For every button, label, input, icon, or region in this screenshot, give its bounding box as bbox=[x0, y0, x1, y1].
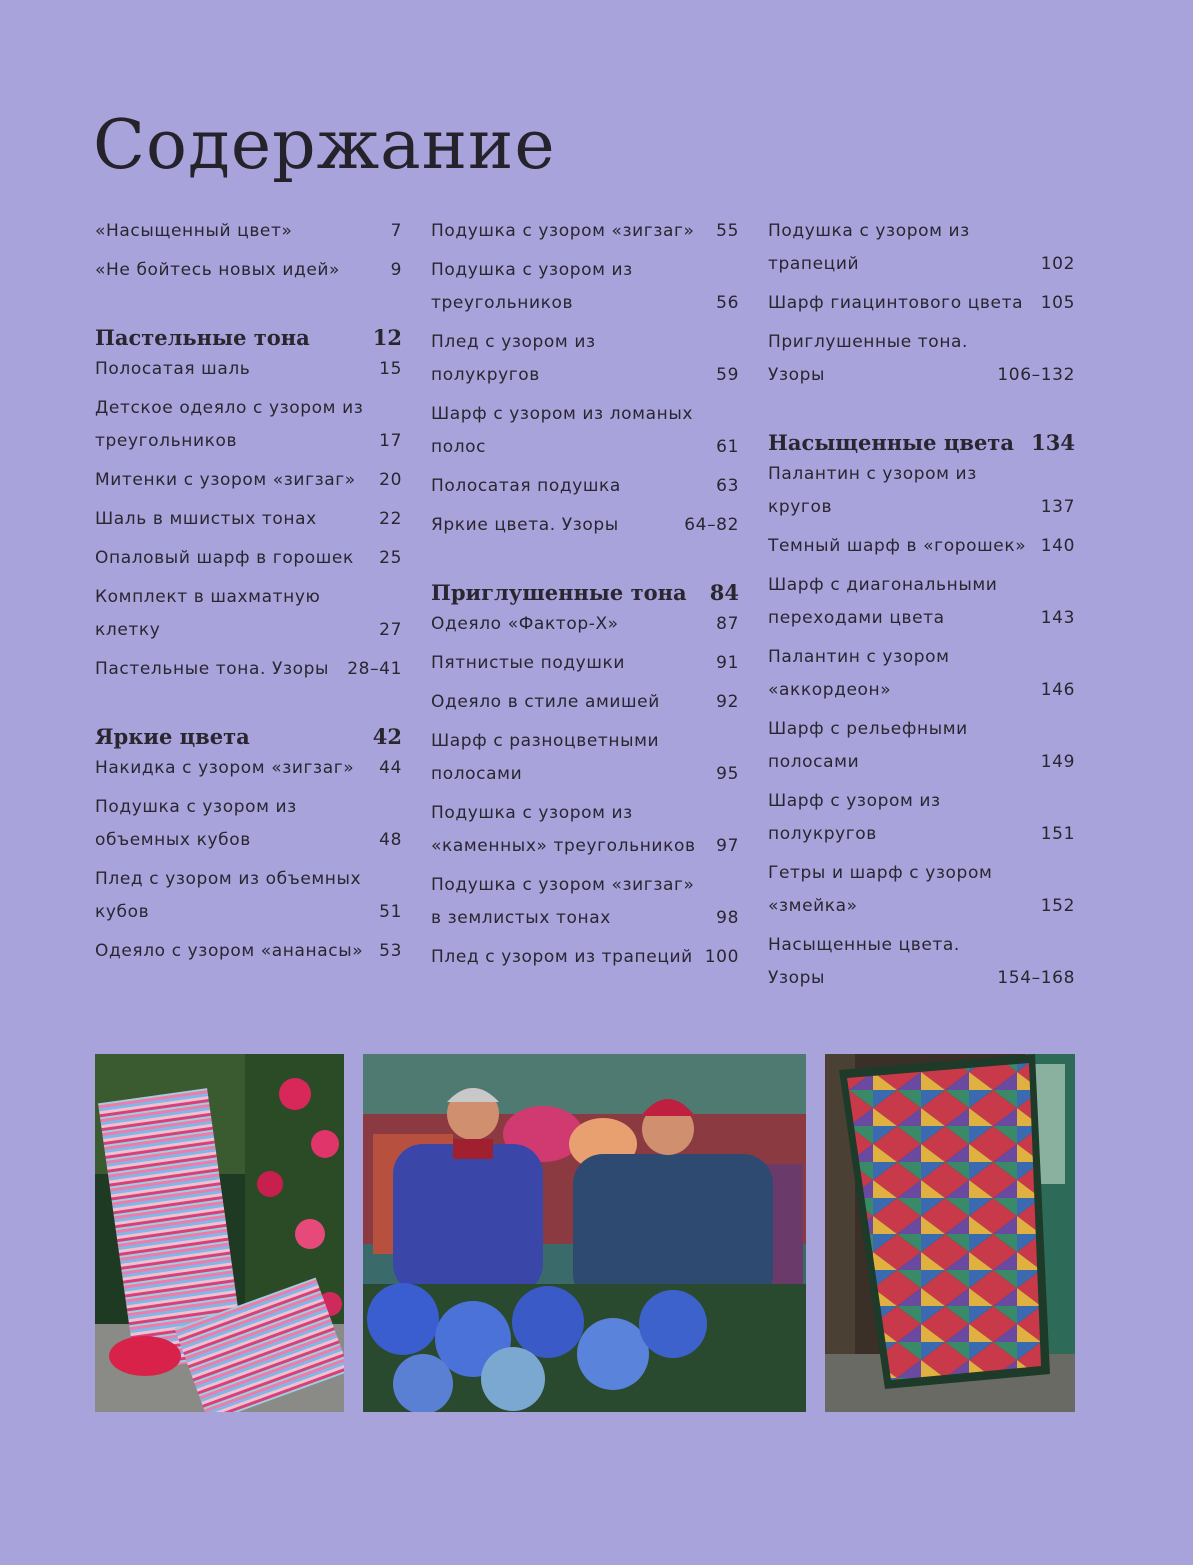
entry-title: Шарф гиацинтового цвета bbox=[768, 293, 1024, 313]
entry-title: Подушка с узором «зигзаг» в землистых тонах bbox=[431, 875, 695, 928]
entry-title: Пятнистые подушки bbox=[431, 653, 626, 673]
toc-entry bbox=[431, 608, 739, 641]
toc-entry bbox=[431, 725, 739, 791]
section-title: Пастельные тона bbox=[95, 325, 310, 350]
entry-title: Шарф с узором из полукругов bbox=[768, 791, 941, 844]
page-number: 87 bbox=[716, 614, 739, 634]
page-number: 59 bbox=[716, 365, 739, 385]
page-number: 44 bbox=[379, 758, 402, 778]
photo-authors bbox=[363, 1054, 806, 1412]
entry-title: Гетры и шарф с узором «змейка» bbox=[768, 863, 993, 916]
page-number: 9 bbox=[390, 260, 402, 280]
toc-entry bbox=[95, 581, 402, 647]
toc-entry bbox=[768, 458, 1075, 524]
entry-title: Полосатая шаль bbox=[95, 359, 251, 379]
entry-title: Палантин с узором из кругов bbox=[768, 464, 977, 517]
toc-entry bbox=[431, 398, 739, 464]
toc-entry bbox=[95, 392, 402, 458]
entry-title: Приглушенные тона. Узоры bbox=[768, 332, 969, 385]
toc-column-3 bbox=[768, 215, 1075, 1001]
page-number: 64–82 bbox=[684, 515, 739, 535]
page-number: 12 bbox=[372, 325, 402, 350]
toc-entry bbox=[95, 215, 402, 248]
page-number: 56 bbox=[716, 293, 739, 313]
page-number: 97 bbox=[716, 836, 739, 856]
page-number: 42 bbox=[372, 724, 402, 749]
toc-section-heading bbox=[95, 323, 402, 353]
toc-entry bbox=[431, 254, 739, 320]
toc-entry bbox=[431, 647, 739, 680]
entry-title: Темный шарф в «горошек» bbox=[768, 536, 1027, 556]
page-number: 17 bbox=[379, 431, 402, 451]
toc-entry bbox=[95, 791, 402, 857]
photo-striped-blanket bbox=[95, 1054, 344, 1412]
entry-title: Детское одеяло с узором из треугольников bbox=[95, 398, 364, 451]
page-number: 63 bbox=[716, 476, 739, 496]
entry-title: Шарф с узором из ломаных полос bbox=[431, 404, 693, 457]
entry-title: Одеяло в стиле амишей bbox=[431, 692, 660, 712]
toc-entry bbox=[431, 941, 739, 974]
toc-column-1 bbox=[95, 215, 402, 974]
entry-title: Яркие цвета. Узоры bbox=[431, 515, 619, 535]
page-number: 48 bbox=[379, 830, 402, 850]
page-number: 61 bbox=[716, 437, 739, 457]
entry-title: Накидка с узором «зигзаг» bbox=[95, 758, 355, 778]
toc-entry bbox=[431, 470, 739, 503]
entry-title: «Не бойтесь новых идей» bbox=[95, 260, 341, 280]
entry-title: Одеяло с узором «ананасы» bbox=[95, 941, 364, 961]
page-number: 95 bbox=[716, 764, 739, 784]
entry-title: Подушка с узором из трапеций bbox=[768, 221, 970, 274]
toc-entry bbox=[431, 797, 739, 863]
page-number: 20 bbox=[379, 470, 402, 490]
toc-entry bbox=[95, 752, 402, 785]
toc-entry bbox=[431, 509, 739, 542]
entry-title: Плед с узором из объемных кубов bbox=[95, 869, 362, 922]
page-number: 146 bbox=[1040, 680, 1075, 700]
toc-entry bbox=[768, 929, 1075, 995]
section-title: Насыщенные цвета bbox=[768, 430, 1014, 455]
page-number: 137 bbox=[1040, 497, 1075, 517]
page-number: 100 bbox=[704, 947, 739, 967]
entry-title: Шарф с диагональными переходами цвета bbox=[768, 575, 998, 628]
entry-title: Одеяло «Фактор-Х» bbox=[431, 614, 619, 634]
toc-section-heading bbox=[431, 578, 739, 608]
page-number: 149 bbox=[1040, 752, 1075, 772]
toc-entry bbox=[768, 215, 1075, 281]
entry-title: Пастельные тона. Узоры bbox=[95, 659, 330, 679]
toc-entry bbox=[95, 863, 402, 929]
photo-harlequin-blanket bbox=[825, 1054, 1075, 1412]
page-number: 28–41 bbox=[347, 659, 402, 679]
page-number: 152 bbox=[1040, 896, 1075, 916]
page-number: 154–168 bbox=[997, 968, 1075, 988]
toc-entry bbox=[95, 653, 402, 686]
entry-title: Опаловый шарф в горошек bbox=[95, 548, 354, 568]
entry-title: Подушка с узором «зигзаг» bbox=[431, 221, 695, 241]
page-number: 55 bbox=[716, 221, 739, 241]
entry-title: Комплект в шахматную клетку bbox=[95, 587, 321, 640]
entry-title: Подушка с узором из треугольников bbox=[431, 260, 633, 313]
toc-section-heading bbox=[95, 722, 402, 752]
entry-title: Шарф с разноцветными полосами bbox=[431, 731, 660, 784]
toc-entry bbox=[95, 353, 402, 386]
toc-entry bbox=[431, 686, 739, 719]
page-number: 91 bbox=[716, 653, 739, 673]
page-number: 53 bbox=[379, 941, 402, 961]
page-number: 102 bbox=[1040, 254, 1075, 274]
toc-entry bbox=[431, 326, 739, 392]
section-title: Яркие цвета bbox=[95, 724, 250, 749]
page-number: 151 bbox=[1040, 824, 1075, 844]
page-number: 106–132 bbox=[997, 365, 1075, 385]
page-number: 51 bbox=[379, 902, 402, 922]
toc-entry bbox=[95, 464, 402, 497]
entry-title: Митенки с узором «зигзаг» bbox=[95, 470, 356, 490]
toc-entry bbox=[431, 215, 739, 248]
entry-title: «Насыщенный цвет» bbox=[95, 221, 293, 241]
entry-title: Шаль в мшистых тонах bbox=[95, 509, 317, 529]
toc-entry bbox=[95, 503, 402, 536]
entry-title: Насыщенные цвета. Узоры bbox=[768, 935, 960, 988]
toc-entry bbox=[768, 641, 1075, 707]
page-title: Содержание bbox=[93, 106, 556, 185]
toc-entry bbox=[768, 530, 1075, 563]
page-number: 27 bbox=[379, 620, 402, 640]
entry-title: Подушка с узором из объемных кубов bbox=[95, 797, 297, 850]
toc-entry bbox=[95, 542, 402, 575]
page-number: 22 bbox=[379, 509, 402, 529]
entry-title: Плед с узором из полукругов bbox=[431, 332, 596, 385]
toc-entry bbox=[768, 287, 1075, 320]
page-number: 25 bbox=[379, 548, 402, 568]
entry-title: Шарф с рельефными полосами bbox=[768, 719, 968, 772]
page-number: 15 bbox=[379, 359, 402, 379]
toc-entry bbox=[431, 869, 739, 935]
toc-section-heading bbox=[768, 428, 1075, 458]
page-number: 7 bbox=[390, 221, 402, 241]
toc-entry bbox=[768, 569, 1075, 635]
toc-entry bbox=[768, 713, 1075, 779]
page-number: 92 bbox=[716, 692, 739, 712]
entry-title: Полосатая подушка bbox=[431, 476, 621, 496]
section-title: Приглушенные тона bbox=[431, 580, 687, 605]
toc-entry bbox=[768, 785, 1075, 851]
page-number: 105 bbox=[1040, 293, 1075, 313]
page-number: 134 bbox=[1031, 430, 1075, 455]
entry-title: Подушка с узором из «каменных» треугольников bbox=[431, 803, 696, 856]
page-number: 140 bbox=[1040, 536, 1075, 556]
page-number: 143 bbox=[1040, 608, 1075, 628]
entry-title: Палантин с узором «аккордеон» bbox=[768, 647, 950, 700]
entry-title: Плед с узором из трапеций bbox=[431, 947, 693, 967]
page-number: 84 bbox=[709, 580, 739, 605]
toc-entry bbox=[768, 326, 1075, 392]
page-number: 98 bbox=[716, 908, 739, 928]
toc-entry bbox=[95, 254, 402, 287]
toc-column-2 bbox=[431, 215, 739, 980]
toc-entry bbox=[768, 857, 1075, 923]
toc-entry bbox=[95, 935, 402, 968]
